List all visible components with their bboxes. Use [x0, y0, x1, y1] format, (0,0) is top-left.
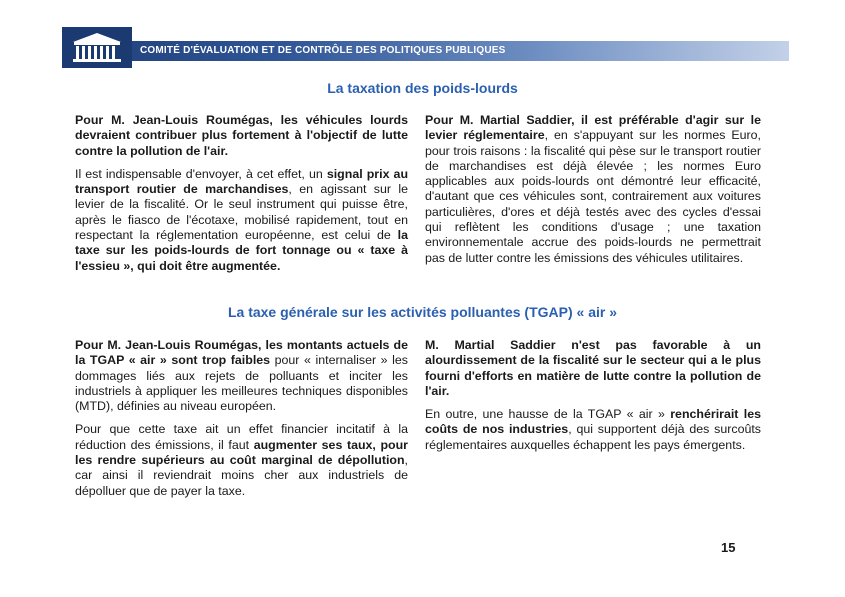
paragraph: Pour M. Jean-Louis Roumégas, les montants actuels de la TGAP « air » sont trop faibles pour « internaliser » les dommages liés aux rejets de polluants et inciter les industriels à appliquer les meilleures techniques disponibles (MTD), définies au niveau européen.	[75, 338, 408, 414]
right-column-saddier	[425, 113, 761, 266]
paragraph: Pour M. Jean-Louis Roumégas, les véhicules lourds devraient contribuer plus fortement à l'objectif de lutte contre la pollution de l'air.	[75, 113, 408, 158]
header-band	[62, 41, 789, 61]
paragraph: M. Martial Saddier n'est pas favorable à un alourdissement de la fiscalité sur le secteur qui a le plus fourni d'efforts en matière de lutte contre la pollution de l'air.	[425, 338, 761, 398]
section-title-tgap: La taxe générale sur les activités polluantes (TGAP) « air »	[227, 304, 618, 320]
paragraph: Pour M. Martial Saddier, il est préférable d'agir sur le levier réglementaire, en s'appuyant sur les normes Euro, pour trois raisons : la fiscalité qui pèse sur le transport routier de marchandises est déjà élevée ; les normes Euro applicables aux poids-lourds ont démontré leur efficacité, d'autant que ces véhicules sont, contrairement aux voitures particulières, d'ores et déjà testés avec des cycles d'essai qui reflètent les conditions d'usage ; une taxation environnementale accrue des poids-lourds ne permettrait pas de lutter contre les émissions des véhicules utilitaires.	[425, 113, 761, 265]
paragraph: En outre, une hausse de la TGAP « air » renchérirait les coûts de nos industries, qui supportent déjà des surcoûts réglementaires auxquelles échappent les pays émergents.	[425, 407, 761, 452]
page-number: 15	[721, 540, 736, 555]
header-banner	[62, 27, 789, 68]
assemblee-nationale-building-icon	[62, 27, 132, 68]
section-title-poids-lourds: La taxation des poids-lourds	[327, 80, 518, 96]
left-column-roumegas-tgap	[75, 338, 408, 499]
organization-name: COMITÉ D'ÉVALUATION ET DE CONTRÔLE DES POLITIQUES PUBLIQUES	[140, 45, 506, 56]
paragraph: Il est indispensable d'envoyer, à cet effet, un signal prix au transport routier de marchandises, en agissant sur le levier de la fiscalité. Or le seul instrument qui puisse être, après le fiasco de l'écotaxe, mobilisé rapidement, tout en respectant la réglementation européenne, est celui de la taxe sur les poids-lourds de fort tonnage ou « taxe à l'essieu », qui doit être augmentée.	[75, 166, 409, 273]
left-column-roumegas	[75, 113, 408, 274]
paragraph: Pour que cette taxe ait un effet financier incitatif à la réduction des émissions, il faut augmenter ses taux, pour les rendre supérieurs au coût marginal de dépollution, car ainsi il reviendrait moins cher aux industriels de dépolluer que de payer la taxe.	[75, 422, 408, 498]
right-column-saddier-tgap	[425, 338, 761, 453]
